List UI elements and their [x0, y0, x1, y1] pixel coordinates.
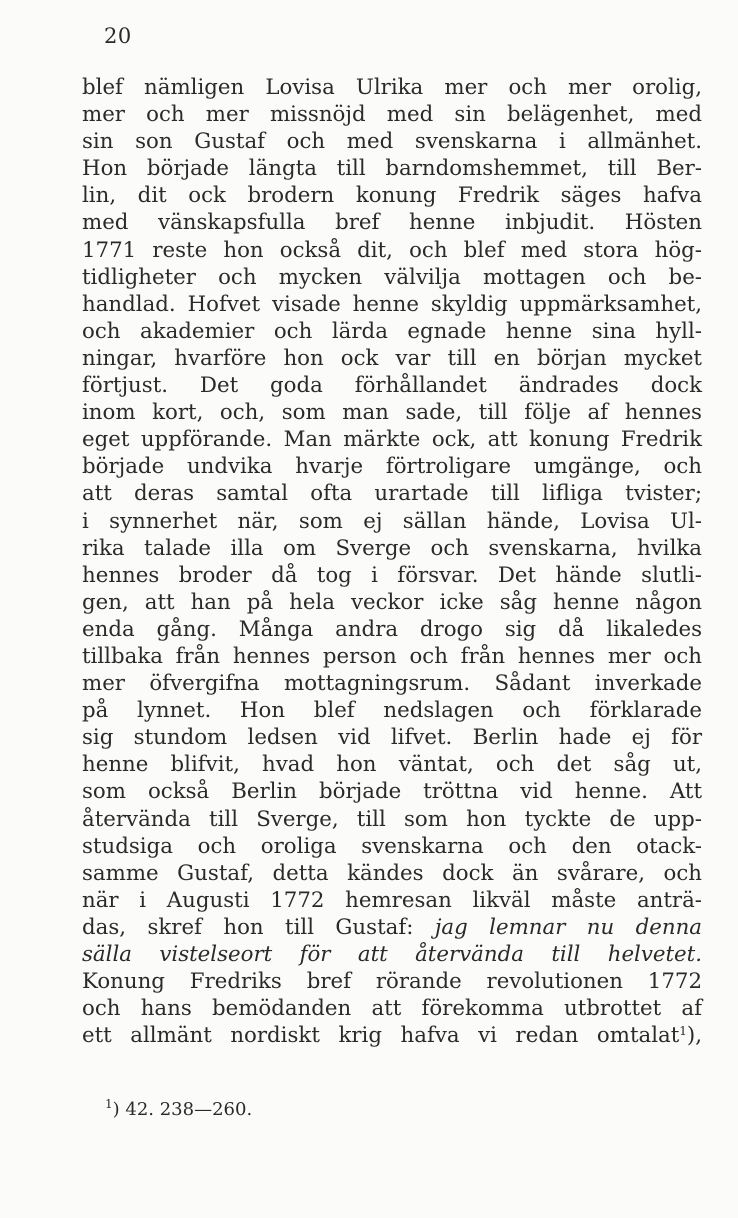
- text-line: eget uppförande. Man märkte ock, att konung Fredrik: [82, 427, 702, 453]
- text-line: i synnerhet när, som ej sällan hände, Lovisa Ul-: [82, 508, 702, 534]
- footnote-text: ) 42. 238—260.: [112, 1099, 253, 1120]
- text-line: rika talade illa om Sverge och svenskarna, hvilka: [82, 535, 702, 561]
- text-line: mer öfvergifna mottagningsrum. Sådant inverkade: [82, 671, 702, 697]
- text-segment: ett allmänt nordiskt krig hafva vi redan omtalat: [82, 1023, 680, 1049]
- text-line: [82, 941, 702, 968]
- text-line: förtjust. Det goda förhållandet ändrades dock: [82, 373, 702, 399]
- text-line: började undvika hvarje förtroligare umgänge, och: [82, 454, 702, 480]
- text-line: enda gång. Många andra drogo sig då likaledes: [82, 616, 702, 642]
- text-line: och akademier och lärda egnade henne sina hyll-: [82, 318, 702, 344]
- text-line: återvända till Sverge, till som hon tyckte de upp-: [82, 806, 702, 832]
- text-line: [82, 1022, 702, 1049]
- text-line: handlad. Hofvet visade henne skyldig uppmärksamhet,: [82, 291, 702, 317]
- text-line: att deras samtal ofta urartade till lifliga tvister;: [82, 481, 702, 507]
- italic-quote: sälla vistelseort för att återvända till helvetet.: [82, 942, 702, 967]
- text-line: tillbaka från hennes person och från hennes mer och: [82, 643, 702, 669]
- footnote-marker: 1: [105, 1097, 113, 1111]
- text-segment: ),: [686, 1023, 702, 1049]
- text-line: ningar, hvarföre hon ock var till en början mycket: [82, 345, 702, 371]
- body-text: [82, 74, 702, 1049]
- text-line: när i Augusti 1772 hemresan likväl måste anträ-: [82, 887, 702, 913]
- text-line: samme Gustaf, detta kändes dock än svårare, och: [82, 860, 702, 886]
- footnote: [105, 1099, 252, 1120]
- text-segment: das, skref hon till Gustaf:: [82, 914, 414, 940]
- text-line: med vänskapsfulla bref henne inbjudit. Hösten: [82, 210, 702, 236]
- text-line: 1771 reste hon också dit, och blef med stora hög-: [82, 237, 702, 263]
- text-line: mer och mer missnöjd med sin belägenhet, med: [82, 102, 702, 128]
- page-number: 20: [104, 24, 132, 48]
- text-line: lin, dit ock brodern konung Fredrik säges hafva: [82, 183, 702, 209]
- text-line: sig stundom ledsen vid lifvet. Berlin hade ej för: [82, 725, 702, 751]
- text-line: inom kort, och, som man sade, till följe af hennes: [82, 400, 702, 426]
- text-line: [82, 914, 702, 941]
- text-line: henne blifvit, hvad hon väntat, och det såg ut,: [82, 752, 702, 778]
- text-line: Hon började längta till barndomshemmet, till Ber-: [82, 156, 702, 182]
- text-line: Konung Fredriks bref rörande revolutionen 1772: [82, 969, 702, 995]
- text-line: blef nämligen Lovisa Ulrika mer och mer orolig,: [82, 75, 702, 100]
- text-line: som också Berlin började tröttna vid henne. Att: [82, 779, 702, 805]
- text-line: och hans bemödanden att förekomma utbrottet af: [82, 996, 702, 1022]
- italic-quote: jag lemnar nu denna: [434, 914, 702, 940]
- text-line: gen, att han på hela veckor icke såg henne någon: [82, 589, 702, 615]
- text-line: studsiga och oroliga svenskarna och den otack-: [82, 833, 702, 859]
- text-line: hennes broder då tog i försvar. Det hände slutli-: [82, 562, 702, 588]
- text-line: på lynnet. Hon blef nedslagen och förklarade: [82, 698, 702, 724]
- text-line: tidligheter och mycken välvilja mottagen och be-: [82, 264, 702, 290]
- footnote-reference: 1: [679, 1024, 687, 1039]
- text-line: sin son Gustaf och med svenskarna i allmänhet.: [82, 129, 702, 155]
